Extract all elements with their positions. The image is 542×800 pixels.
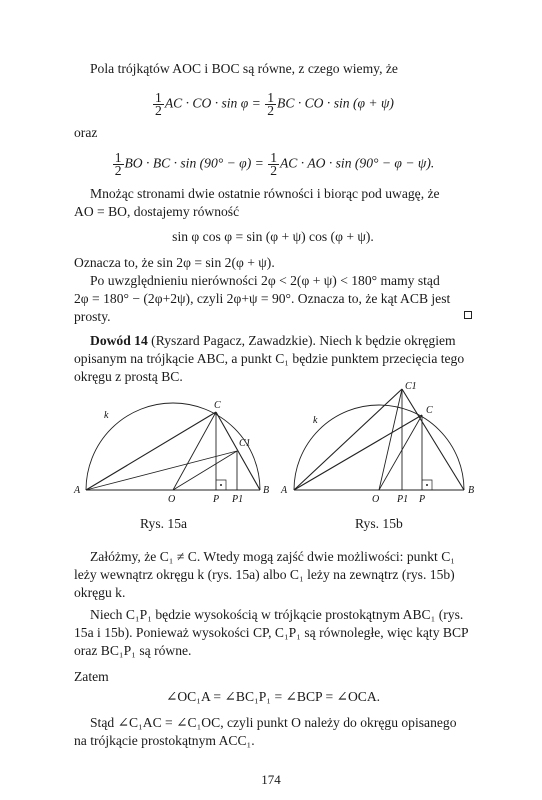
label-B: B: [263, 485, 270, 496]
text-line: Mnożąc stronami dwie ostatnie równości i biorąc pod uwagę, że: [90, 186, 440, 201]
segment-AC: [86, 412, 216, 490]
equation-4: ∠OC₁A = ∠BC₁P₁ = ∠BCP = ∠OCA.: [165, 689, 381, 704]
text-fragment: prosty.: [74, 309, 111, 324]
label-A: A: [74, 485, 81, 496]
text-line: 2φ = 180° − (2φ+2ψ), czyli 2φ+ψ = 90°. Oznacza to, że kąt ACB jest: [74, 291, 451, 306]
right-angle-dot-icon: [426, 484, 428, 486]
text-line: oraz: [74, 125, 98, 140]
segment-AC: [294, 415, 422, 490]
right-angle-dot-icon: [220, 484, 222, 486]
label-P1: P1: [397, 494, 409, 505]
fraction: $\frac{1}{2}$: [267, 90, 275, 118]
text-line: Stąd ∠C₁AC = ∠C₁OC, czyli punkt O należy do okręgu opisanego: [90, 715, 457, 730]
circle-k-arc: [86, 403, 260, 490]
text-line: Niech C₁P₁ będzie wysokością w trójkącie prostokątnym ABC₁ (rys.: [90, 607, 464, 622]
text-line: 15a i 15b). Ponieważ wysokości CP, C₁P₁ są równoległe, więc kąty BCP: [74, 625, 469, 640]
text-line: AO = BO, dostajemy równość: [74, 204, 240, 219]
segment-AC1: [86, 451, 237, 490]
label-O: O: [372, 494, 380, 505]
text-line: [74, 308, 472, 325]
text-fragment: (Ryszard Pagacz, Zawadzkie). Niech k będzie okręgiem: [147, 333, 456, 348]
segment-OC1: [173, 451, 237, 490]
figure-caption-15b: Rys. 15b: [355, 516, 403, 531]
fraction: $\frac{1}{2}$: [155, 90, 162, 118]
label-C: C: [426, 405, 433, 416]
label-P1: P1: [232, 494, 244, 505]
qed-square-icon: [464, 311, 472, 319]
text-line: Załóżmy, że C₁ ≠ C. Wtedy mogą zajść dwie możliwości: punkt C₁: [90, 549, 456, 564]
equation-2: $\frac{1}{2}$ BO · BC · sin (90° − φ) = $\frac{1}{2}$ AC · AO · sin (90° − φ − ψ).: [114, 150, 435, 178]
text-line: na trójkącie prostokątnym ACC₁.: [74, 733, 255, 748]
text-line: Oznacza to, że sin 2φ = sin 2(φ + ψ).: [74, 255, 275, 270]
text-line: Pola trójkątów AOC i BOC są równe, z czego wiemy, że: [90, 61, 398, 76]
figure-15a: [70, 395, 275, 510]
text-line: oraz BC₁P₁ są równe.: [74, 643, 192, 658]
label-P: P: [419, 494, 426, 505]
text-line: okręgu z prostą BC.: [74, 369, 183, 384]
segment-CO: [173, 412, 216, 490]
page-number: 174: [261, 772, 281, 787]
text-line: okręgu k.: [74, 585, 126, 600]
label-k: k: [104, 410, 109, 421]
fraction: $\frac{1}{2}$: [114, 150, 122, 178]
text-line: Po uwzględnieniu nierówności 2φ < 2(φ + ψ) < 180° mamy stąd: [90, 273, 440, 288]
segment-CO: [379, 415, 422, 490]
equation-1: $\frac{1}{2}$ AC · CO · sin φ = $\frac{1}{2}$ BC · CO · sin (φ + ψ): [155, 90, 394, 118]
equation-3: sin φ cos φ = sin (φ + ψ) cos (φ + ψ).: [172, 229, 374, 244]
label-C1: C1: [405, 381, 417, 392]
segment-C1O: [379, 389, 402, 490]
figure-15b: [277, 380, 482, 510]
text-line: opisanym na trójkącie ABC, a punkt C₁ będzie punktem przecięcia tego: [74, 351, 465, 366]
text-line: leży wewnątrz okręgu k (rys. 15a) albo C₁ leży na zewnątrz (rys. 15b): [74, 567, 455, 582]
fraction: $\frac{1}{2}$: [270, 150, 277, 178]
proof-heading: Dowód 14: [90, 333, 148, 348]
segment-CB: [216, 412, 260, 490]
label-P: P: [213, 494, 220, 505]
text-line: Zatem: [74, 669, 109, 684]
label-B: B: [468, 485, 475, 496]
figure-caption-15a: Rys. 15a: [140, 516, 188, 531]
text-line: [74, 332, 472, 349]
label-A: A: [281, 485, 288, 496]
label-k: k: [313, 415, 318, 426]
segment-C1B: [402, 389, 464, 490]
label-C: C: [214, 400, 221, 411]
label-C1: C1: [239, 438, 251, 449]
label-O: O: [168, 494, 176, 505]
